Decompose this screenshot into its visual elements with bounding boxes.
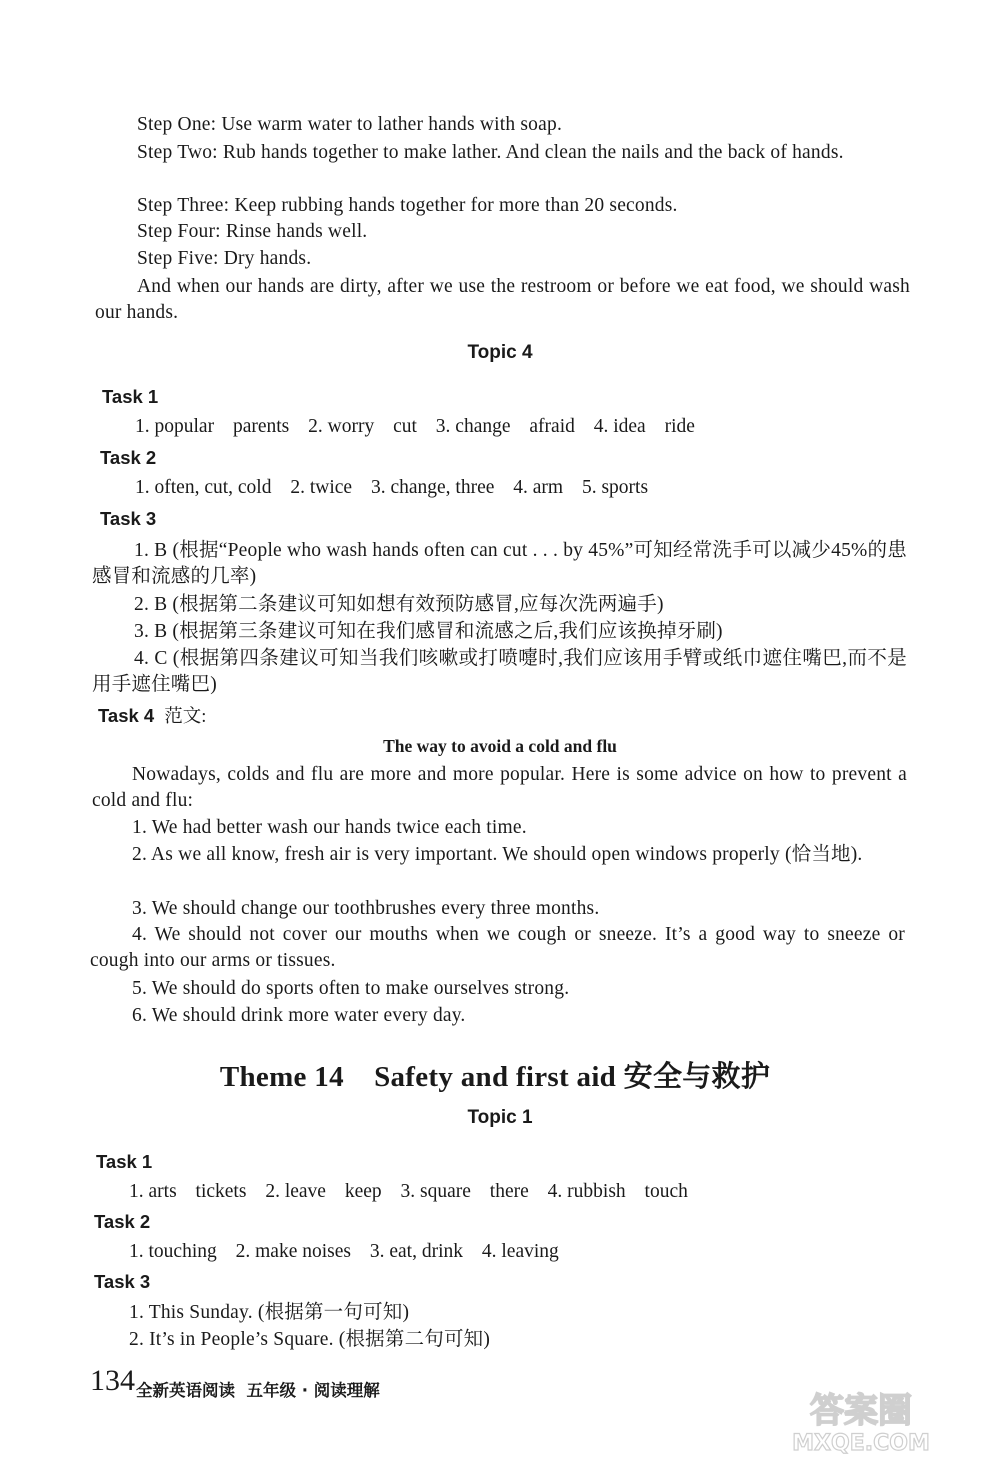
essay-item-2: 2. As we all know, fresh air is very important. We should open windows properly (恰当地). (132, 844, 863, 865)
topic4-task1-answers (135, 416, 709, 438)
answer: 3. square (400, 1181, 471, 1202)
theme14-task1-label: Task 1 (96, 1151, 153, 1172)
topic4-task1-label: Task 1 (102, 386, 159, 407)
answer: ride (664, 416, 695, 437)
answer: cut (393, 416, 417, 437)
answer: 1. arts (129, 1181, 177, 1202)
answer: 5. sports (581, 477, 649, 498)
topic4-task3-item-2: 2. B (根据第二条建议可知如想有效预防感冒,应每次洗两遍手) (134, 594, 664, 615)
watermark-main-text: 答案圈 (810, 1391, 912, 1431)
answer: 2. worry (308, 416, 375, 437)
topic4-task3-label: Task 3 (100, 508, 157, 529)
topic-1-heading: Topic 1 (467, 1107, 533, 1128)
essay-item-5: 5. We should do sports often to make ourselves strong. (132, 978, 570, 999)
topic4-task2-label: Task 2 (100, 447, 157, 468)
theme14-task1-answers (129, 1181, 702, 1203)
essay-item-4: 4. We should not cover our mouths when we cough or sneeze. It’s a good way to sneeze or cough into our arms or tissues. (90, 924, 905, 971)
answer: 3. change, three (370, 477, 495, 498)
answer: tickets (195, 1181, 247, 1202)
step-two: Step Two: Rub hands together to make lather. And clean the nails and the back of hands. (137, 142, 844, 163)
watermark-graphic (736, 1388, 986, 1454)
essay-item-3: 3. We should change our toothbrushes every three months. (132, 898, 600, 919)
page-number: 134 (90, 1364, 135, 1397)
topic4-task4-label: Task 4 (98, 705, 155, 726)
theme14-task3-item-2: 2. It’s in People’s Square. (根据第二句可知) (129, 1329, 491, 1350)
step-one: Step One: Use warm water to lather hands with soap. (137, 114, 563, 135)
answer: 1. often, cut, cold (135, 477, 272, 498)
answer: there (489, 1181, 529, 1202)
step-four: Step Four: Rinse hands well. (137, 221, 368, 242)
essay-item-6: 6. We should drink more water every day. (132, 1005, 466, 1026)
answer: 2. leave (265, 1181, 326, 1202)
answer: 1. popular (135, 416, 215, 437)
essay-item-1: 1. We had better wash our hands twice each time. (132, 817, 527, 838)
theme14-task2-label: Task 2 (94, 1211, 151, 1232)
sample-essay-note: 范文: (164, 707, 207, 727)
answer: 1. touching (129, 1241, 217, 1262)
answer: 4. idea (593, 416, 646, 437)
answer: parents (232, 416, 290, 437)
topic-4-heading: Topic 4 (467, 342, 533, 363)
topic4-task2-answers (135, 477, 662, 499)
answer: 2. make noises (235, 1241, 351, 1262)
theme-title: Theme 14 Safety and first aid 安全与救护 (219, 1061, 771, 1093)
step-three: Step Three: Keep rubbing hands together for more than 20 seconds. (137, 195, 678, 216)
answer: 3. change (435, 416, 511, 437)
answer: 4. arm (513, 477, 564, 498)
answer: touch (644, 1181, 688, 1202)
topic4-task3-item-3: 3. B (根据第三条建议可知在我们感冒和流感之后,我们应该换掉牙刷) (134, 621, 723, 642)
answer: keep (344, 1181, 382, 1202)
theme14-task3-label: Task 3 (94, 1271, 151, 1292)
answer: 4. rubbish (547, 1181, 626, 1202)
theme14-task2-answers (129, 1241, 573, 1263)
watermark-logo (736, 1388, 986, 1454)
essay-title: The way to avoid a cold and flu (383, 736, 617, 756)
answer: 3. eat, drink (369, 1241, 463, 1262)
step-five: Step Five: Dry hands. (137, 248, 312, 269)
answer: afraid (529, 416, 575, 437)
answer: 4. leaving (481, 1241, 559, 1262)
closing-paragraph: And when our hands are dirty, after we use the restroom or before we eat food, we should wash our hands. (95, 276, 910, 323)
essay-intro: Nowadays, colds and flu are more and more popular. Here is some advice on how to prevent a cold and flu: (92, 764, 907, 811)
topic4-task4-row (98, 702, 206, 728)
topic4-task3-item-1: 1. B (根据“People who wash hands often can cut . . . by 45%”可知经常洗手可以减少45%的患感冒和流感的几率) (92, 540, 907, 587)
answer: 2. twice (290, 477, 353, 498)
book-title-text: 全新英语阅读 五年级 · 阅读理解 (136, 1381, 380, 1400)
theme14-task3-item-1: 1. This Sunday. (根据第一句可知) (129, 1302, 410, 1323)
watermark-url-text: MXQE.COM (792, 1431, 930, 1454)
topic4-task3-item-4: 4. C (根据第四条建议可知当我们咳嗽或打喷嚏时,我们应该用手臂或纸巾遮住嘴巴,而不是用手遮住嘴巴) (92, 648, 907, 695)
